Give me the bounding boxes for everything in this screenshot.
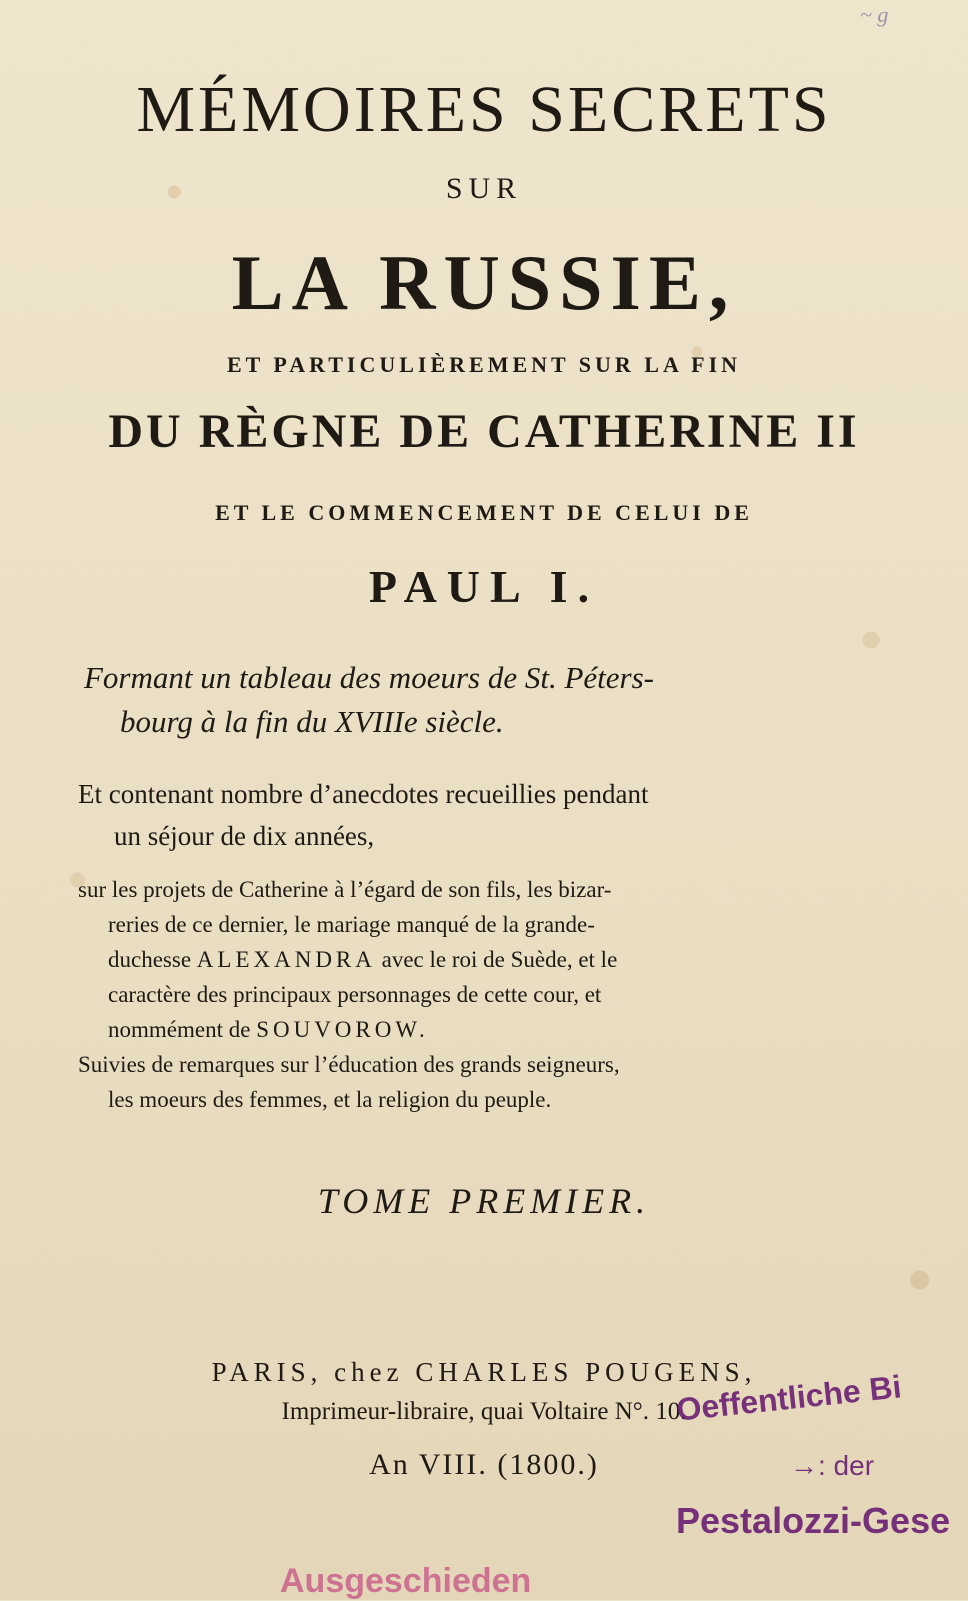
description-line-3: sur les projets de Catherine à l’égard de son fils, les bizar- — [78, 877, 612, 902]
description-line-5 — [78, 942, 878, 977]
title-line-russie: LA RUSSIE, — [231, 239, 737, 326]
imprint-line-1: PARIS, chez CHARLES POUGENS, — [211, 1357, 757, 1387]
description-block — [78, 872, 878, 1117]
imprint-line-2: Imprimeur-libraire, quai Voltaire N°. 10. — [281, 1398, 687, 1425]
description-line-6: caractère des principaux personnages de cette cour, et — [108, 982, 602, 1007]
library-stamp-line-1: Oeffentliche Bi — [674, 1368, 904, 1428]
description-line-1: Et contenant nombre d’anecdotes recueillies pendant — [78, 779, 649, 809]
discard-stamp: Ausgeschieden — [280, 1562, 532, 1600]
text-fragment: nommément de — [108, 1017, 257, 1042]
volume-label: TOME PREMIER. — [317, 1181, 651, 1221]
handwritten-mark: ~ g — [860, 2, 889, 27]
text-fragment: duchesse — [108, 947, 197, 972]
title-line-catherine: DU RÈGNE DE CATHERINE II — [108, 405, 860, 458]
name-souvorow: SOUVOROW. — [256, 1017, 429, 1042]
title-line-paul: PAUL I. — [368, 561, 600, 612]
description-line-2: un séjour de dix années, — [114, 821, 375, 851]
description-line-7 — [78, 1012, 878, 1047]
text-fragment: avec le roi de Suède, et le — [375, 947, 618, 972]
title-line-commencement: ET LE COMMENCEMENT DE CELUI DE — [215, 500, 753, 525]
library-stamp-line-3: Pestalozzi-Gese — [676, 1500, 951, 1541]
subtitle-line-1: Formant un tableau des moeurs de St. Péters- — [84, 660, 654, 695]
description-line-9: les moeurs des femmes, et la religion du peuple. — [108, 1087, 552, 1112]
library-stamp-line-2: →: der — [790, 1450, 875, 1481]
title-line-sur: SUR — [445, 172, 523, 205]
title-line-particulierement: ET PARTICULIÈREMENT SUR LA FIN — [226, 352, 742, 377]
subtitle-line-2: bourg à la fin du XVIIIe siècle. — [120, 704, 504, 739]
title-line-memoires: MÉMOIRES SECRETS — [136, 73, 832, 146]
description-line-8: Suivies de remarques sur l’éducation des grands seigneurs, — [78, 1052, 620, 1077]
imprint-line-3: An VIII. (1800.) — [369, 1448, 599, 1481]
name-alexandra: ALEXANDRA — [196, 947, 376, 972]
description-line-4: reries de ce dernier, le mariage manqué de la grande- — [108, 912, 595, 937]
